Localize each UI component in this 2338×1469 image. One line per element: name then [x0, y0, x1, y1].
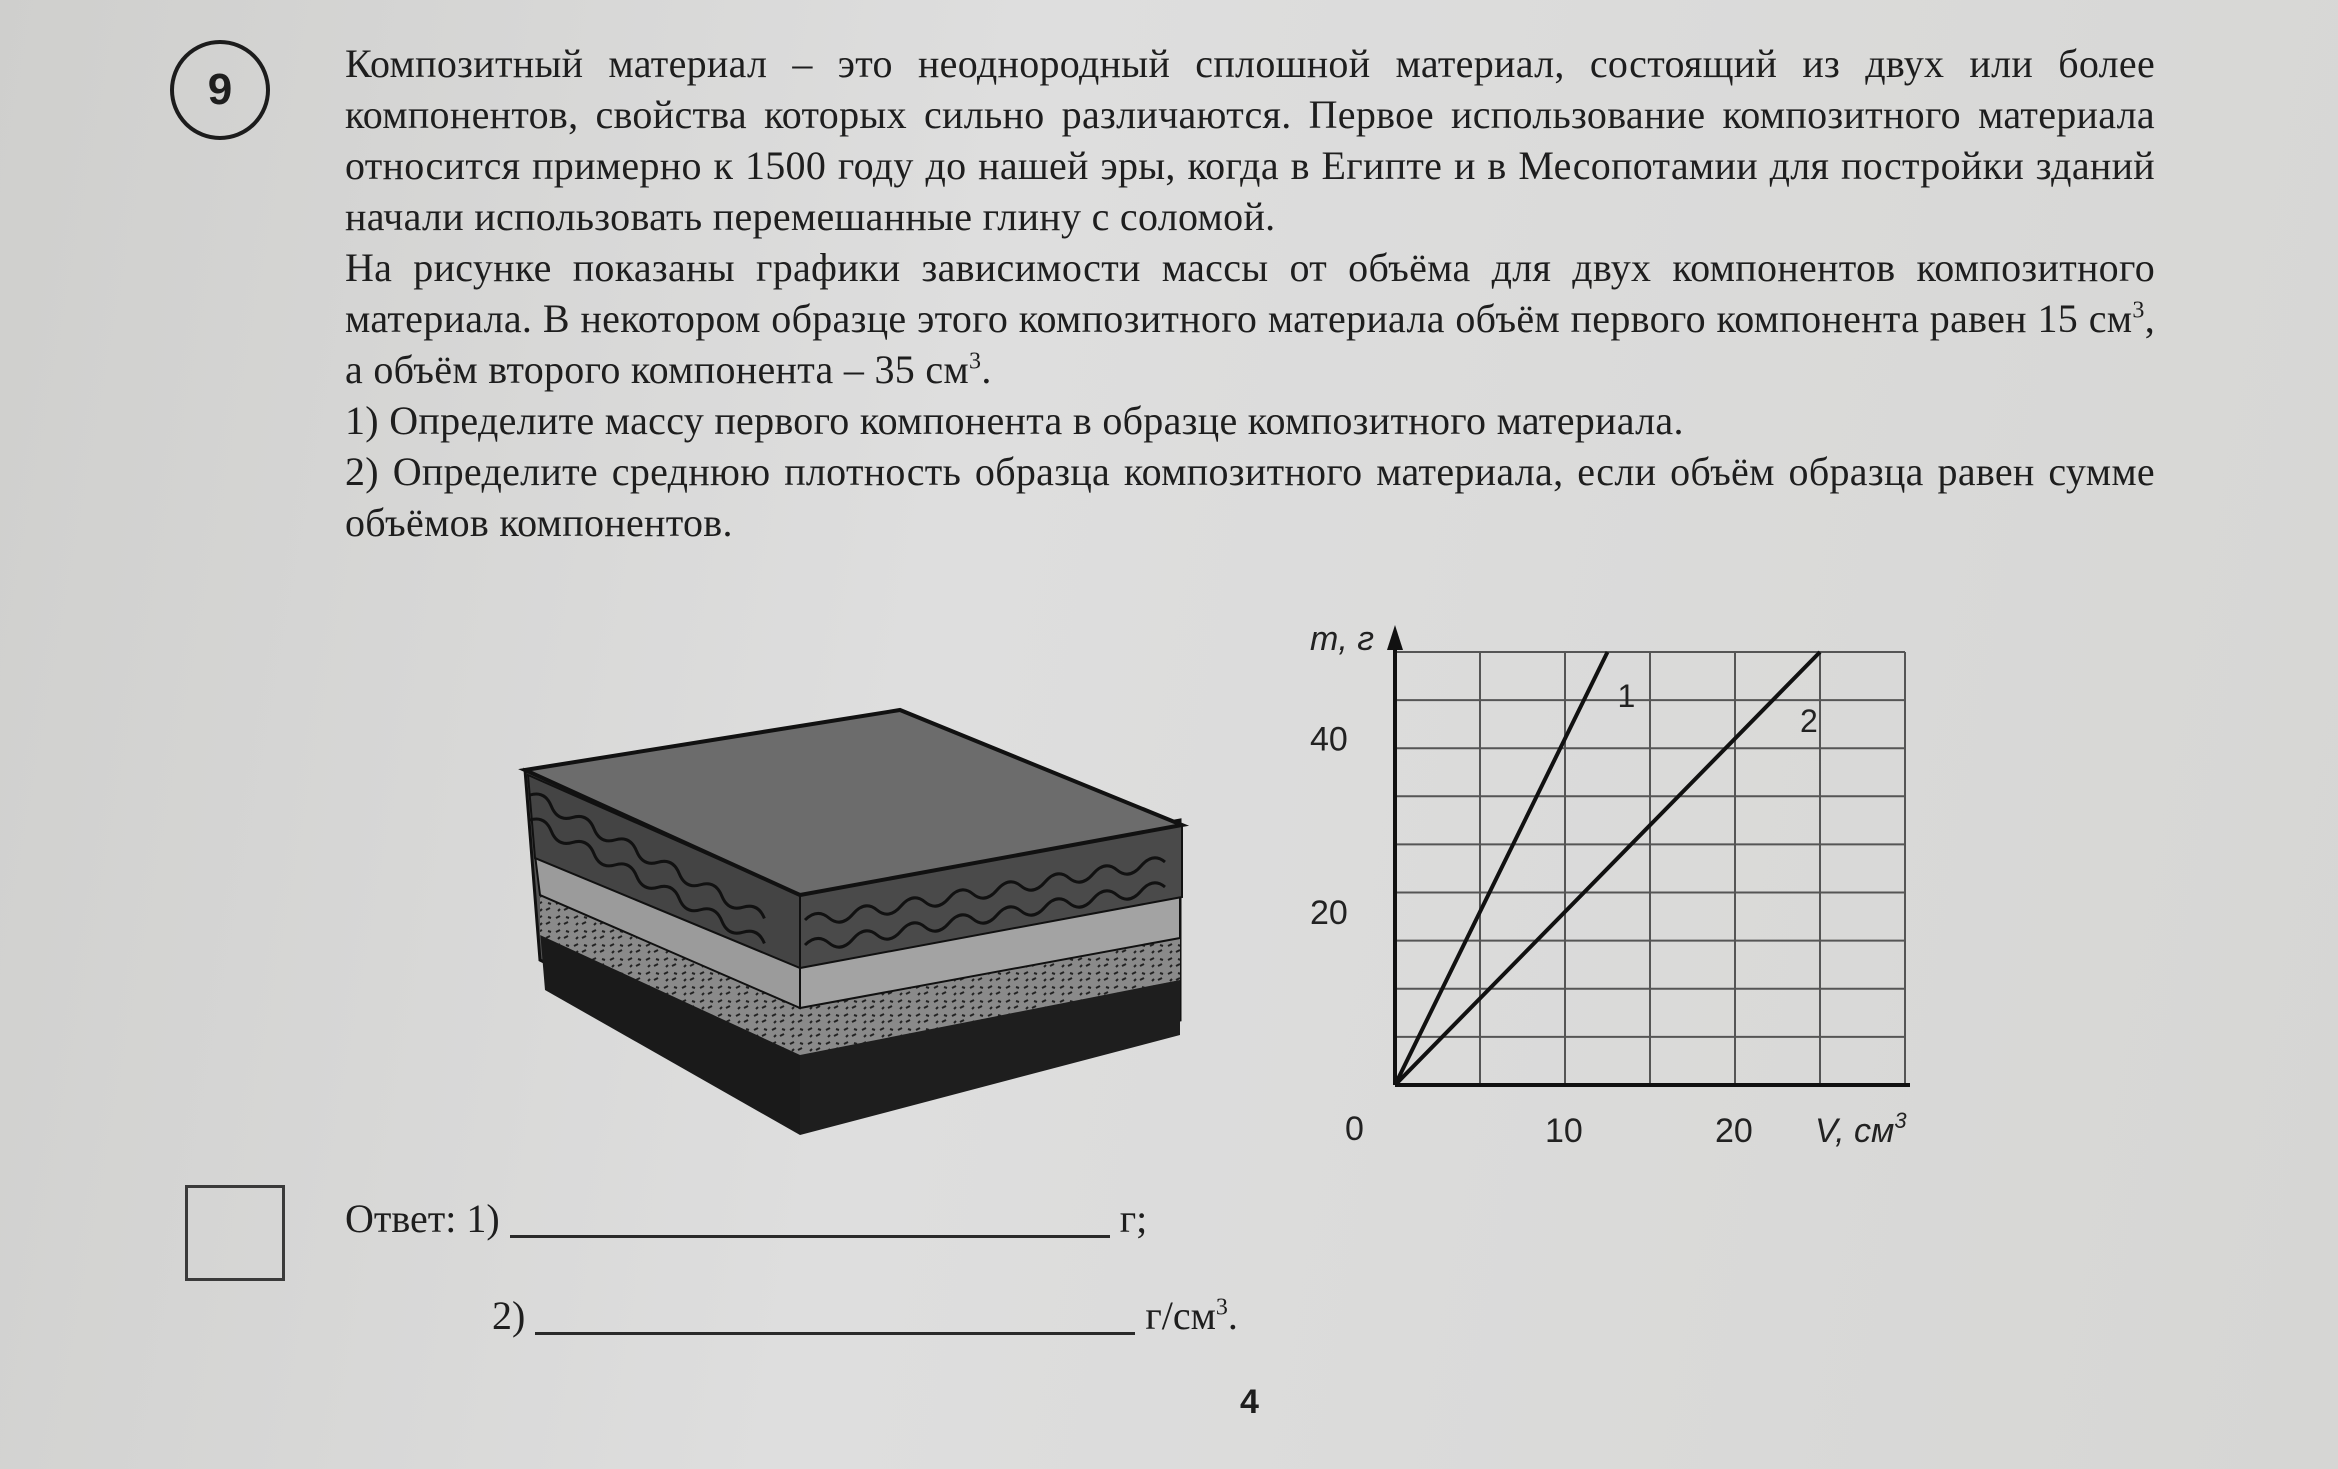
question-2: 2) Определите среднюю плотность образца композитного материала, если объём образца равен сумме объёмов компонентов.: [345, 449, 2155, 545]
series-line-1: [1395, 652, 1608, 1085]
page-number: 4: [1240, 1383, 1259, 1421]
task-number: 9: [207, 65, 233, 114]
figure-paragraph-part-a: На рисунке показаны графики зависимости массы от объёма для двух компонентов композитного материала. В некотором образце этого композитного материала объём первого компонента равен 15 см: [345, 245, 2155, 341]
answer-unit-1: г;: [1119, 1196, 1148, 1241]
answer-1-field[interactable]: [510, 1197, 1110, 1238]
cubic-superscript: 3: [969, 348, 982, 375]
series-label-2: 2: [1800, 703, 1818, 739]
task-text: [345, 38, 2155, 548]
answer-row-1: [345, 1195, 1147, 1242]
figure-paragraph: [345, 242, 2155, 395]
answer-label-2: 2): [492, 1293, 526, 1338]
cubic-superscript: 3: [2132, 297, 2145, 324]
answer-unit-2: $г/см^3$.: [1145, 1293, 1238, 1338]
origin-label: 0: [1345, 1110, 1364, 1148]
composite-layers-illustration: [500, 690, 1200, 1150]
mass-volume-graph: [1290, 620, 1950, 1190]
x-axis-label: V, $см^3$: [1815, 1108, 1907, 1150]
intro-paragraph: Композитный материал – это неоднородный сплошной материал, состоящий из двух или более компонентов, свойства которых сильно различаются. Первое использование композитного материала относится примерно к 1500 году до нашей эры, когда в Египте и в Месопотамии для постройки зданий начали использовать перемешанные глину с соломой.: [345, 41, 2155, 239]
x-tick-label: 20: [1715, 1112, 1753, 1150]
y-tick-label: 20: [1310, 893, 1348, 932]
y-axis-label: m, г: [1310, 620, 1374, 658]
answer-label-1: Ответ: 1): [345, 1196, 500, 1241]
answer-2-field[interactable]: [535, 1294, 1135, 1335]
figure-paragraph-part-b: , а объём второго компонента – 35 см: [345, 296, 2155, 392]
series-line-2: [1395, 652, 1820, 1085]
graph-series: [1395, 652, 1820, 1085]
answer-row-2: [492, 1292, 1238, 1339]
graph-grid: [1395, 652, 1905, 1085]
question-1: 1) Определите массу первого компонента в образце композитного материала.: [345, 398, 1684, 443]
y-tick-label: 40: [1310, 720, 1348, 759]
x-tick-label: 10: [1545, 1112, 1583, 1150]
series-label-1: 1: [1617, 678, 1636, 714]
figure-paragraph-part-c: .: [981, 347, 992, 392]
task-number-badge: [170, 40, 270, 140]
score-box: [185, 1185, 285, 1281]
